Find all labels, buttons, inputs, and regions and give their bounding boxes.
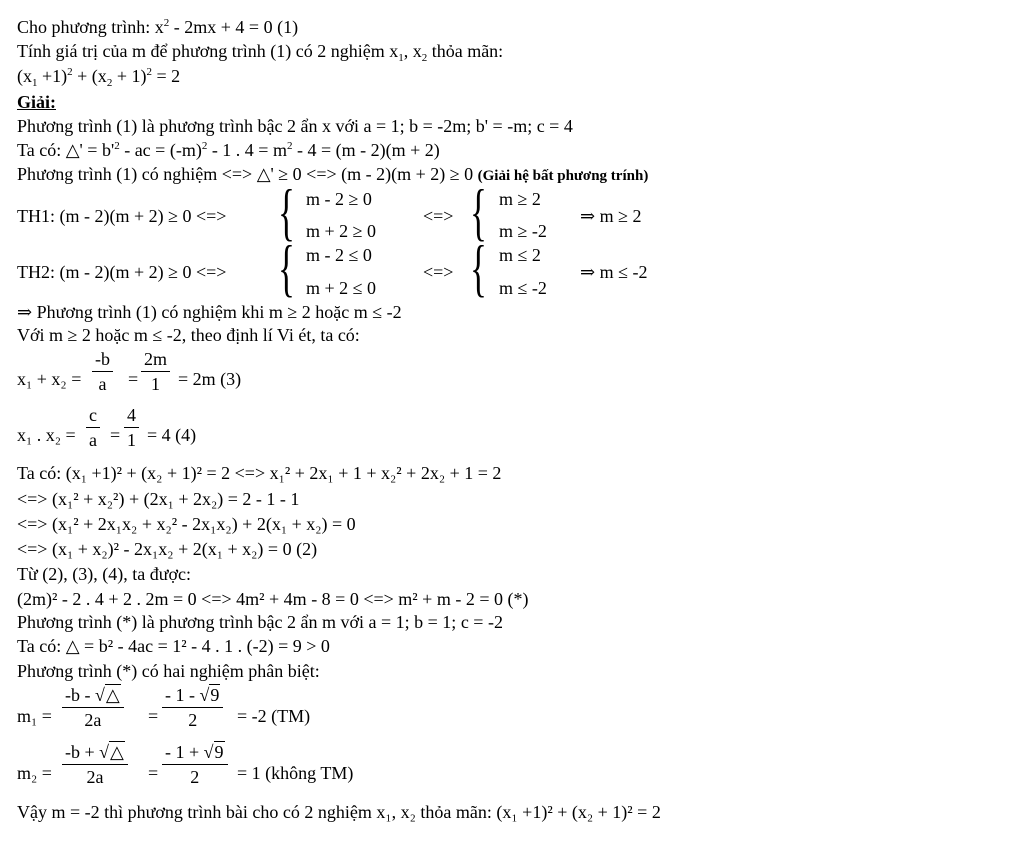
fraction-bar: [162, 707, 223, 708]
text: +1): [37, 66, 68, 86]
brace-icon: {: [470, 232, 487, 303]
text: - 1 +: [165, 742, 204, 762]
text: + (x: [72, 66, 107, 86]
text: Phương trình (1) có nghiệm <=> △' ≥ 0 <=> (m - 2)(m + 2) ≥ 0: [17, 164, 478, 184]
numerator: [162, 743, 228, 761]
radicand: 9: [214, 742, 224, 762]
transform-line-2: <=> (x₁² + x₂²) + (2x₁ + 2x₂) = 2 - 1 - 1: [17, 489, 300, 509]
th2-top: m - 2 ≤ 0: [306, 245, 372, 265]
text: 2: [106, 77, 113, 89]
fraction: [162, 686, 223, 729]
fraction: [92, 350, 113, 393]
fraction: [124, 406, 139, 449]
text: thỏa mãn:: [427, 41, 504, 61]
brace-icon: {: [278, 232, 295, 303]
fraction-bar: [162, 764, 228, 765]
numerator: 2m: [144, 349, 168, 369]
text: 2: [421, 52, 428, 64]
th2-bottom: m + 2 ≤ 0: [306, 278, 377, 298]
step-line-1: Phương trình (1) là phương trình bậc 2 ẩn x với a = 1; b = -2m; b' = -m; c = 4: [17, 116, 573, 136]
th2-bottom2: m ≤ -2: [499, 278, 547, 298]
th1-top2: m ≥ 2: [499, 189, 541, 209]
text: 2: [114, 140, 120, 152]
vieta-product-rest: = 4 (4): [147, 425, 197, 445]
fraction-bar: [92, 371, 113, 372]
text: - 1 -: [165, 685, 200, 705]
denominator: a: [89, 430, 97, 450]
text: Ta có: △' = b': [17, 140, 115, 160]
text: 2: [163, 17, 170, 29]
m1-rest: = -2 (TM): [237, 706, 311, 726]
equals: =: [128, 369, 139, 389]
denominator: 2a: [86, 767, 104, 787]
m2-lhs: m₂ =: [17, 763, 52, 783]
transform-line-9: Phương trình (*) có hai nghiệm phân biệt:: [17, 661, 320, 681]
fraction: [141, 350, 170, 393]
brace-icon: {: [470, 176, 487, 247]
th1-bottom2: m ≥ -2: [499, 221, 547, 241]
text: - 2mx + 4 = 0 (1): [169, 17, 299, 37]
equals: =: [110, 425, 121, 445]
denominator: 2: [190, 767, 200, 787]
denominator: 2a: [84, 710, 102, 730]
th1-bottom: m + 2 ≥ 0: [306, 221, 377, 241]
text: Tính giá trị của m để phương trình (1) có 2 nghiệm x: [17, 41, 399, 61]
denominator: 1: [127, 430, 136, 450]
text: - 4 = (m - 2)(m + 2): [292, 140, 440, 160]
step-line-2: [17, 141, 440, 159]
numerator: 4: [127, 405, 136, 425]
problem-line-3: [17, 66, 181, 89]
numerator: -b: [95, 349, 110, 369]
numerator: [62, 686, 124, 704]
radicand: △: [105, 685, 120, 705]
fraction: [86, 406, 100, 449]
fraction-bar: [86, 427, 100, 428]
fraction: [62, 686, 124, 729]
th2-equiv: <=>: [423, 262, 454, 282]
problem-line-2: [17, 41, 504, 64]
vieta-sum-lhs: x₁ + x₂ =: [17, 369, 82, 389]
fraction-bar: [124, 427, 139, 428]
equals: =: [148, 706, 159, 726]
transform-line-3: <=> (x₁² + 2x₁x₂ + x₂² - 2x₁x₂) + 2(x₁ + x₂) = 0: [17, 514, 356, 534]
text: Cho phương trình: x: [17, 17, 164, 37]
th1-result: ⇒ m ≥ 2: [580, 206, 642, 226]
th2-result: ⇒ m ≤ -2: [580, 262, 648, 282]
transform-line-6: (2m)² - 2 . 4 + 2 . 2m = 0 <=> 4m² + 4m - 8 = 0 <=> m² + m - 2 = 0 (*): [17, 589, 529, 609]
transform-line-7: Phương trình (*) là phương trình bậc 2 ẩn m với a = 1; b = 1; c = -2: [17, 612, 503, 632]
text: = 2: [151, 66, 181, 86]
transform-line-4: <=> (x₁ + x₂)² - 2x₁x₂ + 2(x₁ + x₂) = 0 (2): [17, 539, 318, 559]
th1-equiv: <=>: [423, 206, 454, 226]
step-line-3: [17, 165, 648, 184]
note: (Giải hệ bất phương trính): [477, 168, 649, 184]
sqrt-icon: √△: [99, 742, 124, 762]
text: 1: [398, 52, 404, 64]
transform-line-1: Ta có: (x₁ +1)² + (x₂ + 1)² = 2 <=> x₁² + 2x₁ + 1 + x₂² + 2x₂ + 1 = 2: [17, 463, 502, 483]
text: -b +: [65, 742, 100, 762]
m1-lhs: m₁ =: [17, 706, 52, 726]
equals: =: [148, 763, 159, 783]
sqrt-icon: √9: [203, 742, 224, 762]
brace-icon: {: [278, 176, 295, 247]
conclusion-line: Vậy m = -2 thì phương trình bài cho có 2 nghiệm x₁, x₂ thỏa mãn: (x₁ +1)² + (x₂ + 1)² = 2: [17, 802, 661, 822]
text: 2: [201, 140, 208, 152]
step-line-5: Với m ≥ 2 hoặc m ≤ -2, theo định lí Vi ét, ta có:: [17, 325, 360, 345]
m2-rest: = 1 (không TM): [237, 763, 354, 783]
transform-line-8: Ta có: △ = b² - 4ac = 1² - 4 . 1 . (-2) = 9 > 0: [17, 636, 330, 656]
fraction-bar: [141, 371, 170, 372]
vieta-product-lhs: x₁ . x₂ =: [17, 425, 76, 445]
text: - 1 . 4 = m: [207, 140, 287, 160]
numerator: c: [89, 405, 97, 425]
fraction: [162, 743, 228, 786]
fraction: [62, 743, 128, 786]
denominator: 1: [151, 374, 160, 394]
denominator: a: [98, 374, 107, 394]
fraction-bar: [62, 707, 124, 708]
radicand: 9: [210, 685, 220, 705]
denominator: 2: [188, 710, 198, 730]
text: - ac = (-m): [119, 140, 202, 160]
fraction-bar: [62, 764, 128, 765]
text: , x: [403, 41, 422, 61]
step-line-4: ⇒ Phương trình (1) có nghiệm khi m ≥ 2 hoặc m ≤ -2: [17, 302, 402, 322]
th2-label: TH2: (m - 2)(m + 2) ≥ 0 <=>: [17, 262, 227, 282]
text: + 1): [112, 66, 147, 86]
text: 2: [67, 66, 73, 78]
numerator: [162, 686, 223, 704]
radicand: △: [110, 742, 124, 762]
numerator: [62, 743, 128, 761]
th1-label: TH1: (m - 2)(m + 2) ≥ 0 <=>: [17, 206, 227, 226]
vieta-sum-rest: = 2m (3): [178, 369, 242, 389]
solution-heading: Giải:: [17, 92, 56, 112]
text: (x: [17, 66, 32, 86]
sqrt-icon: √△: [95, 685, 120, 705]
problem-line-1: [17, 18, 298, 36]
text: 2: [286, 140, 293, 152]
text: 1: [32, 77, 38, 89]
th2-top2: m ≤ 2: [499, 245, 541, 265]
sqrt-icon: √9: [199, 685, 220, 705]
text: -b -: [65, 685, 95, 705]
text: 2: [146, 66, 152, 78]
transform-line-5: Từ (2), (3), (4), ta được:: [17, 564, 191, 584]
th1-top: m - 2 ≥ 0: [306, 189, 372, 209]
